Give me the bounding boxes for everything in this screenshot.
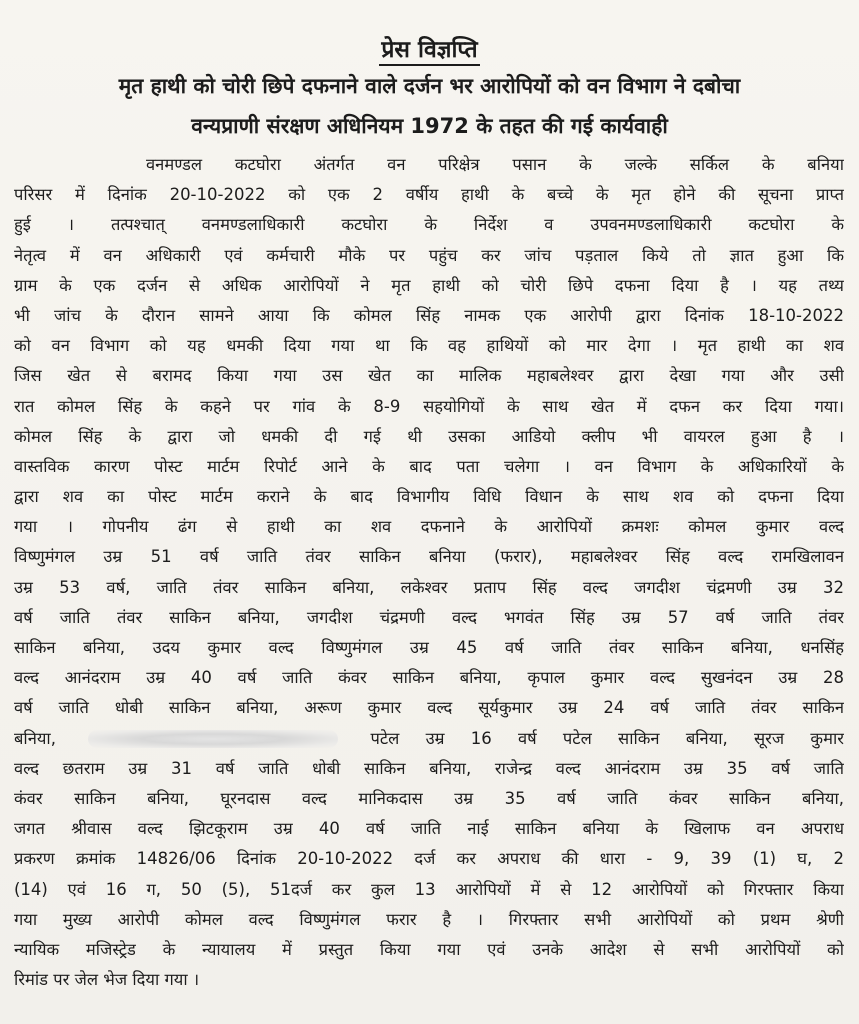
- body-line: वर्ष जाति धोबी साकिन बनिया, अरूण कुमार वल्द सूर्यकुमार उम्र 24 वर्ष जाति तंवर साकिन: [14, 698, 844, 718]
- headline-primary: मृत हाथी को चोरी छिपे दफनाने वाले दर्जन भर आरोपियों को वन विभाग ने दबोचा: [118, 74, 741, 98]
- body-line: जगत श्रीवास वल्द झिटकूराम उम्र 40 वर्ष जाति नाई साकिन बनिया के खिलाफ वन अपराध: [14, 819, 844, 839]
- body-line: गया मुख्य आरोपी कोमल वल्द विष्णुमंगल फरार है । गिरफ्तार सभी आरोपियों को प्रथम श्रेणी: [14, 909, 844, 929]
- body-line: जिस खेत से बरामद किया गया उस खेत का मालिक महाबलेश्वर द्वारा देखा गया और उसी: [14, 366, 844, 386]
- body-line-redacted: [14, 724, 844, 754]
- body-line: वल्द आनंदराम उम्र 40 वर्ष जाति कंवर साकिन बनिया, कृपाल कुमार वल्द सुखनंदन उम्र 28: [14, 668, 844, 688]
- body-line: भी जांच के दौरान सामने आया कि कोमल सिंह नामक एक आरोपी द्वारा दिनांक 18-10-2022: [14, 305, 844, 325]
- document-title: [0, 32, 859, 64]
- body-line: कंवर साकिन बनिया, घूरनदास वल्द मानिकदास उम्र 35 वर्ष जाति कंवर साकिन बनिया,: [14, 788, 844, 808]
- body-line: को वन विभाग को यह धमकी दिया गया था कि वह हाथियों को मार देगा । मृत हाथी का शव: [14, 336, 844, 356]
- body-line-end: पटेल उम्र 16 वर्ष पटेल साकिन बनिया, सूरज कुमार: [370, 728, 844, 748]
- body-line: उम्र 53 वर्ष, जाति तंवर साकिन बनिया, लकेश्वर प्रताप सिंह वल्द जगदीश चंद्रमणी उम्र 32: [14, 577, 844, 597]
- body-line: कोमल सिंह के द्वारा जो धमकी दी गई थी उसका आडियो क्लीप भी वायरल हुआ है ।: [14, 426, 844, 446]
- body-line: वर्ष जाति तंवर साकिन बनिया, जगदीश चंद्रमणी वल्द भगवंत सिंह उम्र 57 वर्ष जाति तंवर: [14, 607, 844, 627]
- body-line-start: बनिया,: [14, 728, 56, 748]
- body-line: न्यायिक मजिस्ट्रेड के न्यायालय में प्रस्तुत किया गया एवं उनके आदेश से सभी आरोपियों को: [14, 939, 844, 959]
- body-line: साकिन बनिया, उदय कुमार वल्द विष्णुमंगल उम्र 45 वर्ष जाति तंवर साकिन बनिया, धनसिंह: [14, 638, 844, 657]
- press-release-body: [14, 150, 844, 1010]
- body-line: गया । गोपनीय ढंग से हाथी का शव दफनाने के आरोपियों क्रमशः कोमल कुमार वल्द: [14, 517, 844, 537]
- body-line: ग्राम के एक दर्जन से अधिक आरोपियों ने मृत हाथी को चोरी छिपे दफना दिया है । यह तथ्य: [14, 275, 844, 295]
- body-line: रात कोमल सिंह के कहने पर गांव के 8-9 सहयोगियों के साथ खेत में दफन कर दिया गया।: [14, 396, 844, 416]
- body-line: (14) एवं 16 ग, 50 (5), 51दर्ज कर कुल 13 आरोपियों में से 12 आरोपियों को गिरफ्तार किया: [14, 879, 844, 899]
- headline-secondary: वन्यप्राणी संरक्षण अधिनियम 1972 के तहत की गई कार्यवाही: [191, 114, 668, 138]
- body-line-last: रिमांड पर जेल भेज दिया गया ।: [14, 970, 200, 990]
- body-line: परिसर में दिनांक 20-10-2022 को एक 2 वर्षीय हाथी के बच्चे के मृत होने की सूचना प्राप्त: [14, 185, 844, 205]
- body-line: वनमण्डल कटघोरा अंतर्गत वन परिक्षेत्र पसान के जल्के सर्किल के बनिया: [146, 155, 844, 174]
- body-line: नेतृत्व में वन अधिकारी एवं कर्मचारी मौके पर पहुंच कर जांच पड़ताल किये तो ज्ञात हुआ कि: [14, 245, 844, 265]
- body-line: प्रकरण क्रमांक 14826/06 दिनांक 20-10-2022 दर्ज कर अपराध की धारा - 9, 39 (1) घ, 2: [14, 849, 844, 869]
- body-line: विष्णुमंगल उम्र 51 वर्ष जाति तंवर साकिन बनिया (फरार), महाबलेश्वर सिंह वल्द रामखिलावन: [14, 547, 844, 567]
- body-line: वल्द छतराम उम्र 31 वर्ष जाति धोबी साकिन बनिया, राजेन्द्र वल्द आनंदराम उम्र 35 वर्ष जाति: [14, 758, 844, 778]
- body-line: हुई । तत्पश्चात् वनमण्डलाधिकारी कटघोरा के निर्देश व उपवनमण्डलाधिकारी कटघोरा के: [14, 215, 844, 235]
- body-line: द्वारा शव का पोस्ट मार्टम कराने के बाद विभागीय विधि विधान के साथ शव को दफना दिया: [14, 487, 844, 507]
- body-line: वास्तविक कारण पोस्ट मार्टम रिपोर्ट आने के बाद पता चलेगा । वन विभाग के अधिकारियों के: [14, 456, 844, 476]
- document-title-text: प्रेस विज्ञप्ति: [379, 37, 479, 66]
- redaction-blur: [88, 730, 338, 748]
